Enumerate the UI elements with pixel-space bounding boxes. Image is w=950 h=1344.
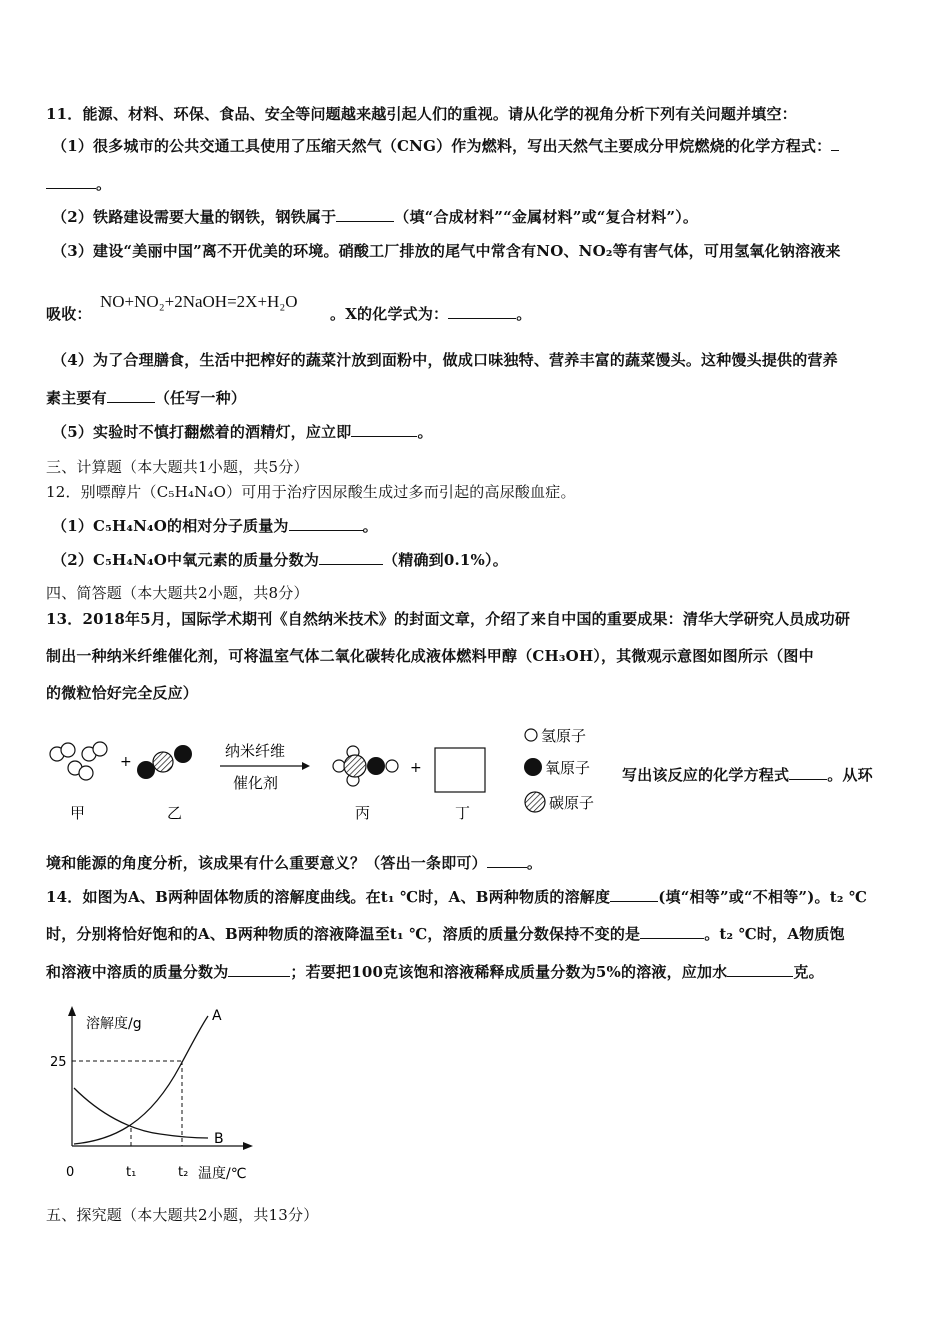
- q14-line3: [46, 962, 911, 982]
- q13-line4-text: 境和能源的角度分析，该成果有什么重要意义？（答出一条即可）: [46, 854, 487, 872]
- y-tick-25: 25: [50, 1055, 67, 1070]
- q11-part1-cont: [46, 174, 911, 194]
- label-bing: 丙: [355, 804, 371, 822]
- q11-part2-blank[interactable]: [336, 207, 394, 222]
- q14-blank-4[interactable]: [727, 962, 793, 977]
- q13-line1: 13．2018年5月，国际学术期刊《自然纳米技术》的封面文章，介绍了来自中国的重要成果：清华大学研究人员成功研: [46, 610, 851, 628]
- q11-part2-text: （2）铁路建设需要大量的钢铁，钢铁属于: [52, 208, 337, 226]
- q12-stem: 12．别嘌醇片（C₅H₄N₄O）可用于治疗因尿酸生成过多而引起的高尿酸血症。: [46, 483, 576, 501]
- q13-side: [622, 765, 912, 785]
- q11-part2: [52, 207, 917, 227]
- q14-line2-text: 时，分别将恰好饱和的A、B两种物质的溶液降温至t₁ ℃，溶质的质量分数保持不变的是: [46, 925, 641, 943]
- q11-part4-tail: （任写一种）: [154, 389, 247, 407]
- legend-hydrogen-icon: [525, 729, 537, 741]
- q11-part5-text: （5）实验时不慎打翻燃着的酒精灯，应立即: [52, 423, 352, 441]
- q12-part1-end: 。: [362, 517, 378, 535]
- q14-line1-text: 14．如图为A、B两种固体物质的溶解度曲线。在t₁ ℃时，A、B两种物质的溶解度: [46, 888, 611, 906]
- q12-part1: [52, 516, 917, 536]
- q11-part4: （4）为了合理膳食，生活中把榨好的蔬菜汁放到面粉中，做成口味独特、营养丰富的蔬菜馒头。这种馒头提供的营养: [52, 351, 838, 369]
- q11-part3-tail: 。X的化学式为：: [330, 305, 449, 323]
- q11-part3-x: [330, 304, 630, 324]
- q14-line3-text: 和溶液中溶质的质量分数为: [46, 963, 229, 981]
- x-axis-label: 温度/℃: [198, 1166, 247, 1182]
- q13-line3: 的微粒恰好完全反应）: [46, 684, 199, 702]
- q13-line4-end: 。: [526, 854, 543, 872]
- q11-part2-tail: （填“合成材料”“金属材料”或“复合材料”）。: [394, 208, 699, 226]
- reaction-formula: NO+NO₂+2NaOH=2X+H₂O: [100, 292, 298, 311]
- q11-stem: 11．能源、材料、环保、食品、安全等问题越来越引起人们的重视。请从化学的视角分析下列有关问题并填空：: [46, 105, 797, 123]
- q11-part1-blank[interactable]: [831, 136, 839, 151]
- q11-part3-label: 吸收：: [46, 305, 92, 323]
- q11-part4-text: 素主要有: [46, 389, 107, 407]
- q12-part1-blank[interactable]: [289, 516, 363, 531]
- legend-carbon-icon: [525, 792, 545, 812]
- legend-hydrogen-label: 氢原子: [541, 727, 587, 745]
- arrow-label-bottom: 催化剂: [233, 774, 279, 792]
- origin-label: 0: [66, 1165, 75, 1180]
- arrow-label-top: 纳米纤维: [225, 742, 286, 760]
- section-5-heading: 五、探究题（本大题共2小题，共13分）: [46, 1206, 319, 1224]
- t1-tick: t₁: [126, 1165, 137, 1180]
- q14-line1-tail: (填“相等”或“不相等”)。t₂ ℃: [658, 888, 868, 906]
- q11-part1-blank-cont[interactable]: [46, 174, 96, 189]
- legend: [524, 727, 594, 812]
- q14-line3-mid: ；若要把100克该饱和溶液稀释成质量分数为5%的溶液，应加水: [290, 963, 728, 981]
- q11-part4-cont: [46, 388, 911, 408]
- y-axis-arrow-icon: [68, 1006, 76, 1016]
- q12-part2: [52, 550, 917, 570]
- q14-blank-2[interactable]: [640, 924, 704, 939]
- q11-part3: （3）建设“美丽中国”离不开优美的环境。硝酸工厂排放的尾气中常含有NO、NO₂等有害气体，可用氢氧化钠溶液来: [52, 242, 841, 260]
- solubility-curve-chart: [40, 1004, 270, 1188]
- q14-blank-1[interactable]: [610, 887, 658, 902]
- q11-part1: [52, 136, 917, 156]
- curve-a: [74, 1016, 208, 1144]
- q13-line4: [46, 853, 911, 873]
- q12-part2-tail: （精确到0.1%）。: [383, 551, 508, 569]
- q12-part2-text: （2）C₅H₄N₄O中氧元素的质量分数为: [52, 551, 320, 569]
- curve-b-label: B: [214, 1131, 224, 1147]
- reaction-arrow: [220, 762, 310, 770]
- q12-part2-blank[interactable]: [319, 550, 383, 565]
- q14-blank-3[interactable]: [228, 962, 290, 977]
- plus-sign-2: +: [410, 760, 422, 776]
- q13-side-text: 写出该反应的化学方程式: [622, 766, 790, 784]
- q11-part5-end: 。: [417, 423, 433, 441]
- product-bing-methanol: [333, 746, 398, 786]
- section-3-heading: 三、计算题（本大题共1小题，共5分）: [46, 458, 309, 476]
- q11-part1-text: （1）很多城市的公共交通工具使用了压缩天然气（CNG）作为燃料，写出天然气主要成分甲烷燃烧的化学方程式：: [52, 137, 832, 155]
- q11-part1-end: 。: [96, 175, 112, 193]
- plus-sign-1: +: [120, 754, 132, 770]
- q13-significance-blank[interactable]: [487, 853, 527, 868]
- q11-part3-end: 。: [516, 305, 532, 323]
- q14-line2: [46, 924, 911, 944]
- label-jia: 甲: [70, 804, 86, 822]
- q11-part3-blank[interactable]: [448, 304, 516, 319]
- curve-a-label: A: [212, 1008, 222, 1024]
- section-4-heading: 四、简答题（本大题共2小题，共8分）: [46, 584, 309, 602]
- label-ding: 丁: [455, 804, 471, 822]
- q11-part4-blank[interactable]: [107, 388, 155, 403]
- q13-equation-blank[interactable]: [789, 765, 827, 780]
- t2-tick: t₂: [178, 1165, 189, 1180]
- legend-oxygen-icon: [524, 758, 542, 776]
- reaction-microscopic-diagram: [40, 722, 620, 834]
- product-ding-box[interactable]: [435, 748, 485, 792]
- reactant-yi-carbon-dioxide: [137, 745, 192, 779]
- q11-part5: [52, 422, 917, 442]
- q11-part5-blank[interactable]: [351, 422, 417, 437]
- legend-oxygen-label: 氧原子: [545, 759, 591, 777]
- legend-carbon-label: 碳原子: [549, 794, 595, 812]
- curve-b: [74, 1088, 208, 1138]
- q14-line1: [46, 887, 911, 907]
- label-yi: 乙: [167, 804, 183, 822]
- q14-line3-tail: 克。: [793, 963, 824, 981]
- q14-line2-tail: 。t₂ ℃时，A物质饱: [704, 925, 845, 943]
- q13-line2: 制出一种纳米纤维催化剂，可将温室气体二氧化碳转化成液体燃料甲醇（CH₃OH），其微观示意图如图所示（图中: [46, 647, 814, 665]
- reactant-jia-hydrogen-molecules: [50, 742, 107, 780]
- q12-part1-text: （1）C₅H₄N₄O的相对分子质量为: [52, 517, 289, 535]
- y-axis-label: 溶解度/g: [86, 1016, 142, 1032]
- x-axis-arrow-icon: [243, 1142, 253, 1150]
- q13-side-tail: 。从环: [827, 766, 873, 784]
